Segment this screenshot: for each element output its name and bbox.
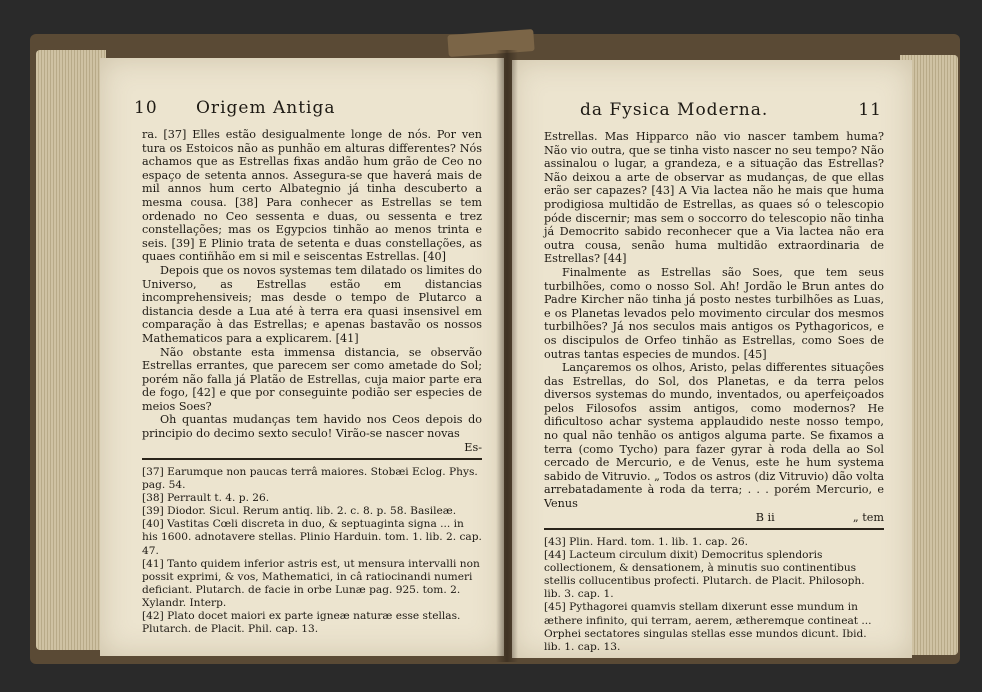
footnote-rule <box>142 458 482 460</box>
right-body-text <box>544 130 884 534</box>
right-page <box>512 60 912 658</box>
left-footnotes <box>142 466 482 636</box>
paragraph: Oh quantas mudanças tem havido nos Ceos depois do principio do decimo sexto seculo! Virão-se nascer novas <box>142 413 482 441</box>
book-gutter <box>496 50 518 662</box>
page-number: 11 <box>858 100 882 120</box>
paragraph: Estrellas. Mas Hipparco não vio nascer tambem huma? Não vio outra, que se tinha visto nascer no seu tempo? Não assinalou o lugar, a grandeza, e a situação das Estrellas? Não deixou a arte de observar as mudanças, de que ellas erão ser capazes? [43] A Via lactea não he mais que huma prodigiosa multidão de Estrellas, as quaes só o telescopio póde discernir; mas sem o soccorro do telescopio não tinha já Democrito sabido reconhecer que a Via lactea não era outra cousa, senão huma multidão extraordinaria de Estrellas? [44] <box>544 130 884 266</box>
footnote: [43] Plin. Hard. tom. 1. lib. 1. cap. 26. <box>544 536 748 548</box>
footnote: [39] Diodor. Sicul. Rerum antiq. lib. 2. c. 8. p. 58. Basileæ. <box>142 505 457 518</box>
page-number: 10 <box>134 98 158 118</box>
signature-mark: B ii <box>755 510 775 524</box>
footnote: [42] Plato docet maiori ex parte igneæ naturæ esse stellas. Plutarch. de Placit. Phil. cap. 13. <box>142 610 461 636</box>
footnote: [37] Earumque non paucas terrâ maiores. Stobæi Eclog. Phys. pag. 54. <box>142 466 478 492</box>
paragraph: Lançaremos os olhos, Aristo, pelas differentes situações das Estrellas, do Sol, dos Planetas, e da terra pelos diversos systemas do mundo, inventados, ou aperfeiçoados pelos Filosofos assim antigos, como modernos? He dificultoso achar systema applaudido neste nosso tempo, no qual não tenhão os antigos alguma parte. Se fixamos a terra (como Tycho) para fazer gyrar à roda della ao Sol cercado de Mercurio, e de Venus, este he hum systema sabido de Vitruvio. „ Todos os astros (diz Vitruvio) dão volta arrebatadamente à roda da terra; . . . porém Mercurio, e Venus <box>544 361 884 511</box>
left-body-text <box>142 128 482 464</box>
left-page <box>100 58 504 656</box>
footnote: [44] Lacteum circulum dixit) Democritus splendoris collectionem, & densationem, à minutis suo continentibus stellis collucentibus profecti. Plutarch. de Placit. Philosoph. lib. 3. cap. 1. <box>544 549 865 601</box>
paragraph: ra. [37] Elles estão desigualmente longe de nós. Por ven tura os Estoicos não as punhão em alturas differentes? Nós achamos que as Estrellas fixas andão hum grão de Ceo no espaço de setenta annos. Assegura-se que haverá mais de mil annos hum certo Albategnio já tinha descuberto a mesma cousa. [38] Para conhecer as Estrellas se tem ordenado no Ceo sessenta e duas, ou sessenta e trez constellações; mas os Egypcios tinhão ao menos trinta e seis. [39] E Plinio trata de setenta e duas constellações, as quaes contiñhão em si mil e seiscentas Estrellas. [40] <box>142 128 482 264</box>
catchword: „ tem <box>852 510 884 524</box>
paragraph: Não obstante esta immensa distancia, se observão Estrellas errantes, que parecem ser como ametade do Sol; porém não falla já Platão de Estrellas, cuja maior parte era de fogo, [42] e que por conseguinte podião ser especies de meios Soes? <box>142 345 482 413</box>
running-head: da Fysica Moderna. <box>580 100 769 120</box>
footnote: [38] Perrault t. 4. p. 26. <box>142 492 270 505</box>
footnote: [41] Tanto quidem inferior astris est, ut mensura intervalli non possit exprimi, & vos, Mathematici, in câ ratiocinandi numeri deficiant. Plutarch. de facie in orbe Lunæ pag. 925. tom. 2. Xylandr. Interp. <box>142 557 480 609</box>
footnote: [40] Vastitas Cœli discreta in duo, & septuaginta signa ... in his 1600. adnotavere stellas. Plinio Harduin. tom. 1. lib. 2. cap. 47. <box>142 518 482 557</box>
paragraph: Finalmente as Estrellas são Soes, que tem seus turbilhões, como o nosso Sol. Ah! Jordão le Brun antes do Padre Kircher não tinha já posto nestes turbilhões as Luas, e os Planetas levados pelo movimento circular dos mesmos turbilhões? Já nos seculos mais antigos os Pythagoricos, e os discipulos de Orfeo tinhão as Estrellas, como Soes de outras tantas especies de mundos. [45] <box>544 265 884 361</box>
page-edges-left <box>36 50 106 650</box>
catchword: Es- <box>464 440 482 454</box>
running-head: Origem Antiga <box>196 98 336 118</box>
right-footnotes <box>544 536 884 654</box>
footnote-rule <box>544 528 884 530</box>
paragraph: Depois que os novos systemas tem dilatado os limites do Universo, as Estrellas estão em distancias incomprehensiveis; mas desde o tempo de Plutarco a distancia desde a Lua até à terra era quasi insensivel em comparação à das Estrellas; e apenas bastavão os nossos Mathematicos para a explicarem. [41] <box>142 263 482 345</box>
footnote: [45] Pythagorei quamvis stellam dixerunt esse mundum in æthere infinito, qui terram, aerem, ætheremque contineat ... Orphei sectatores singulas stellas esse mundos dicunt. Ibid. lib. 1. cap. 13. <box>544 601 872 653</box>
